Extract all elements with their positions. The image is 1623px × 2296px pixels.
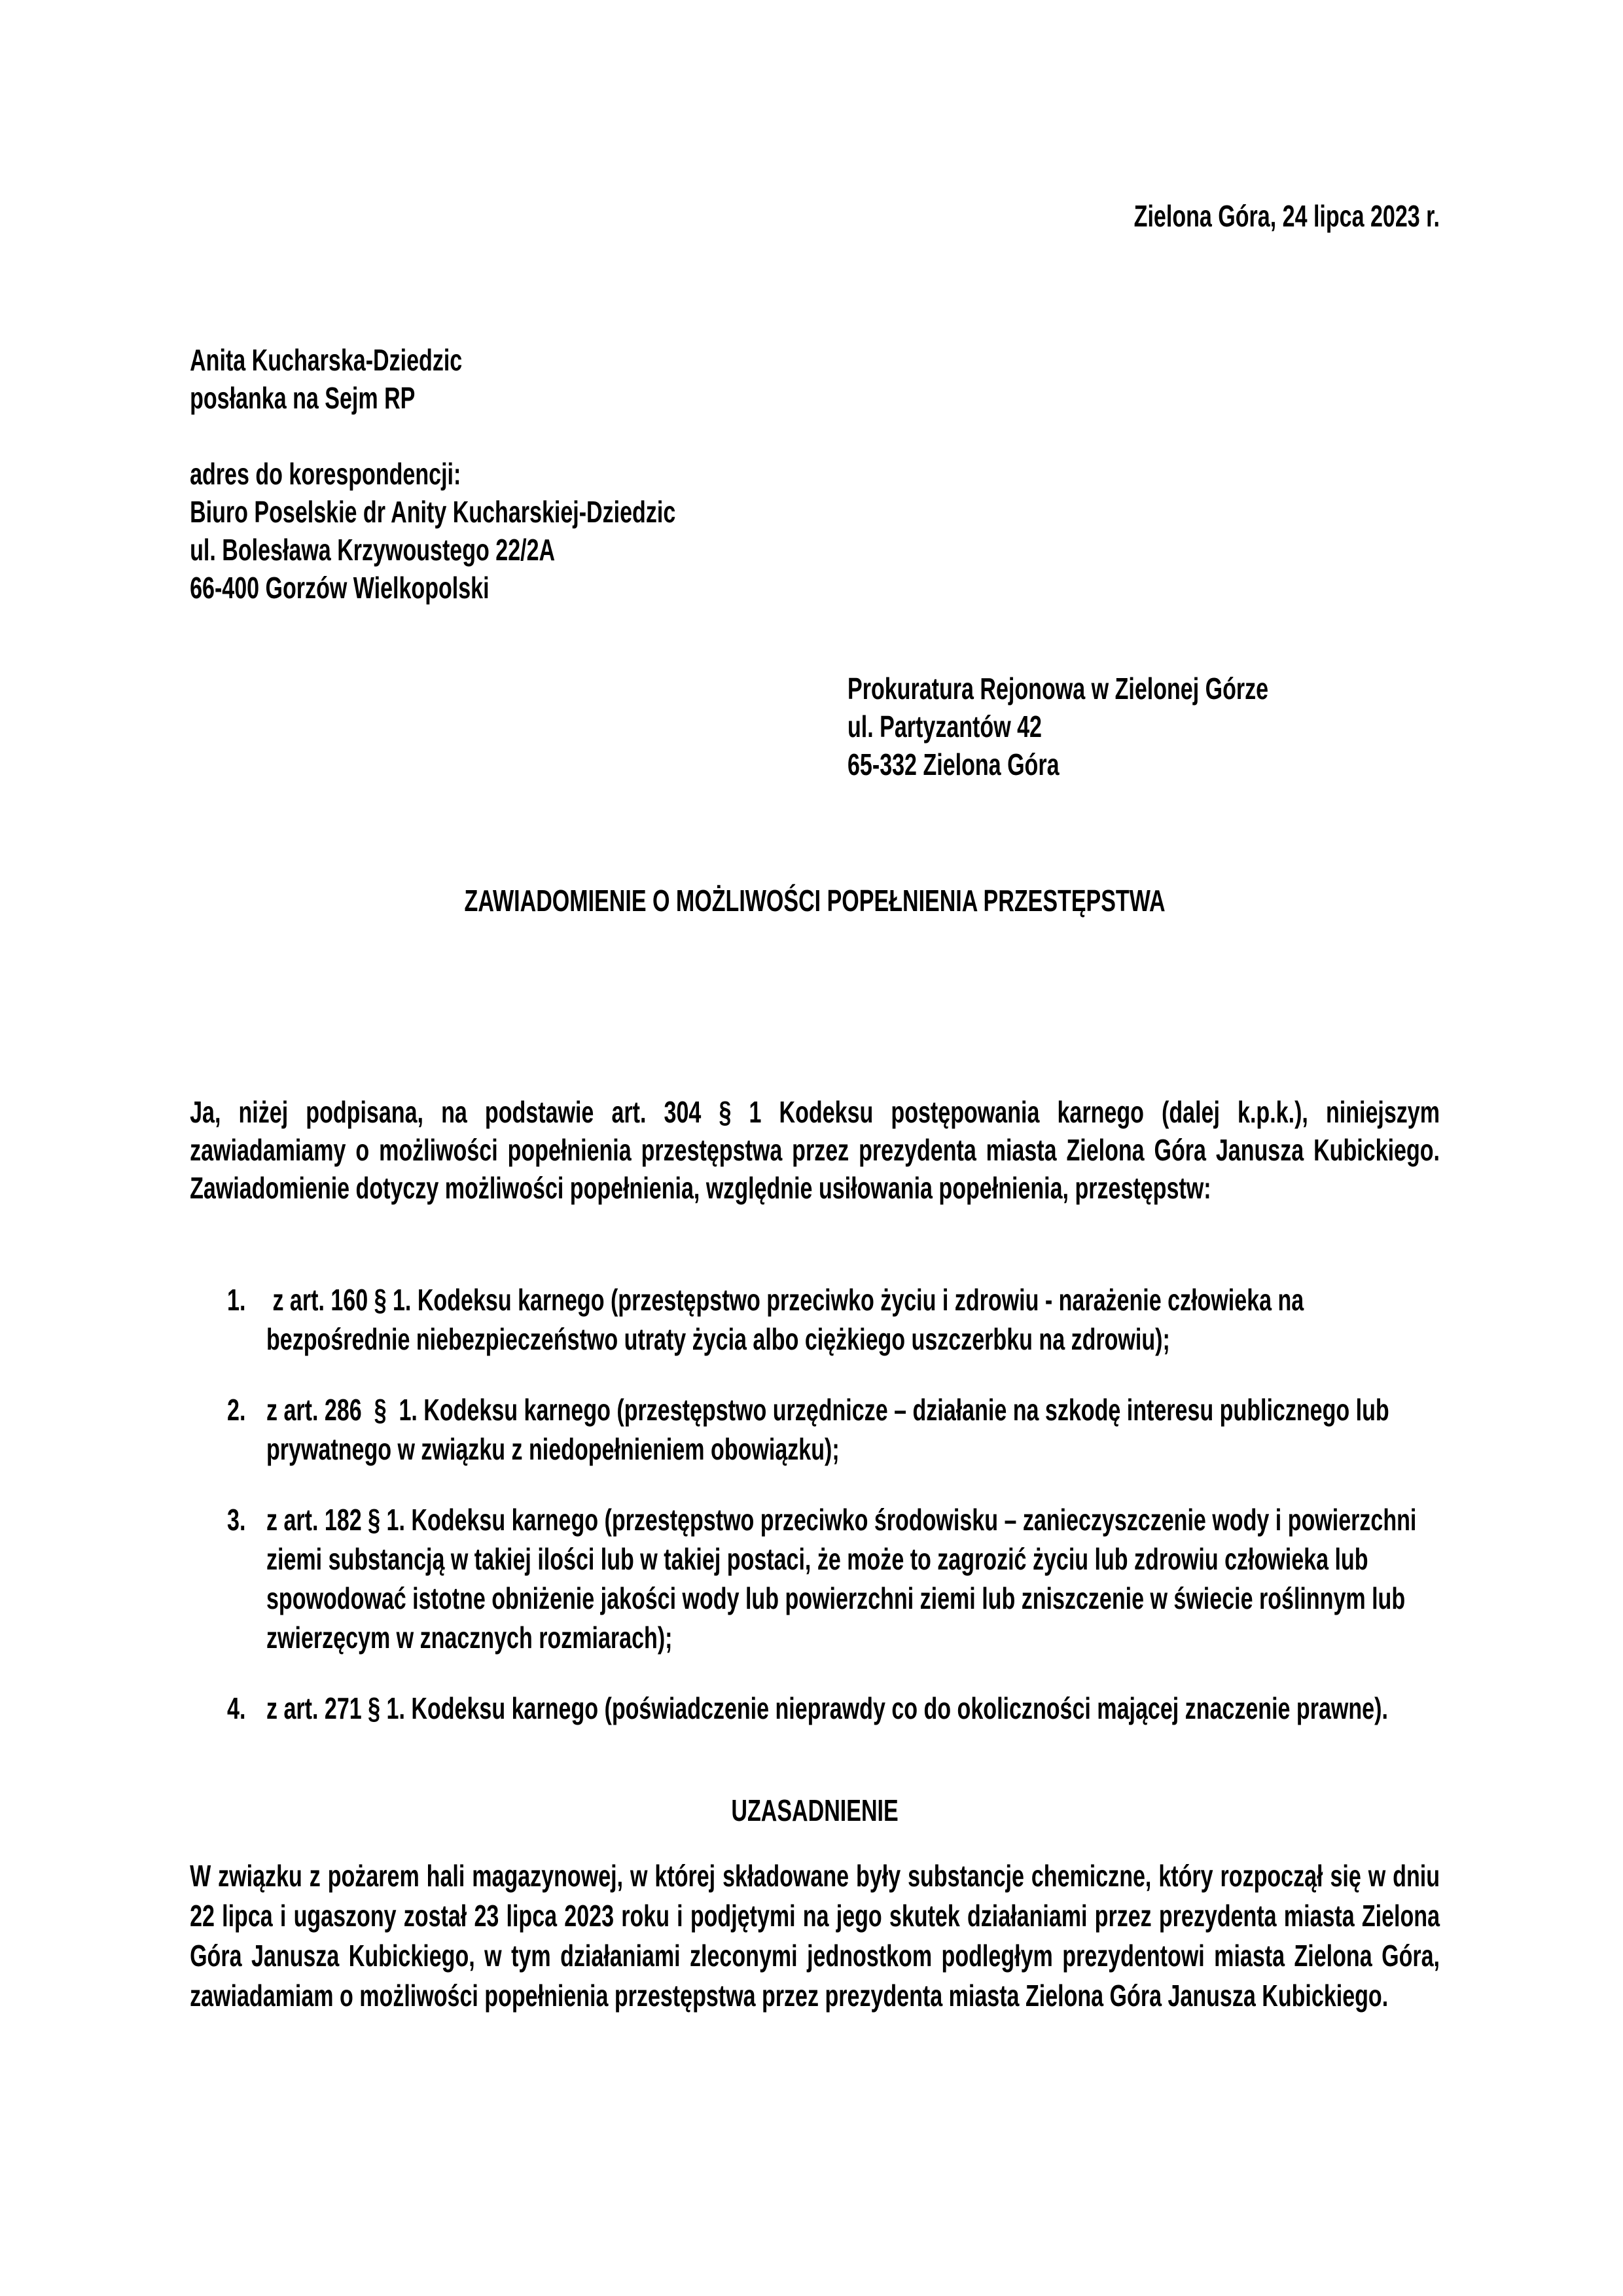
section-heading: UZASADNIENIE (731, 1793, 899, 1827)
offense-number: 3. (227, 1503, 246, 1537)
offense-text: z art. 286 § 1. Kodeksu karnego (przestępstwo urzędnicze – działanie na szkodę interesu publicznego lub prywatnego w związku z niedopełnieniem obowiązku); (266, 1393, 1396, 1466)
body-paragraph: W związku z pożarem hali magazynowej, w której składowane były substancje chemiczne, który rozpoczął się w dniu 22 lipca i ugaszony został 23 lipca 2023 roku i podjętymi na jego skutek działaniami przez prezydenta miasta Zielona Góra Janusza Kubickiego, w tym działaniami zleconymi jednostkom podległym prezydentowi miasta Zielona Góra, zawiadamiam o możliwości popełnienia przestępstwa przez prezydenta miasta Zielona Góra Janusza Kubickiego. (190, 1859, 1440, 2013)
offense-text: z art. 182 § 1. Kodeksu karnego (przestępstwo przeciwko środowisku – zanieczyszczenie wody i powierzchni ziemi substancją w takiej ilości lub w takiej postaci, że może to zagrozić życiu lub zdrowiu człowieka lub spowodować istotne obniżenie jakości wody lub powierzchni ziemi lub zniszczenie w świecie roślinnym lub zwierzęcym w znacznych rozmiarach); (266, 1503, 1423, 1655)
recipient-line: ul. Partyzantów 42 (847, 709, 1042, 744)
offense-number: 4. (227, 1691, 246, 1725)
offense-number: 1. (227, 1283, 246, 1317)
recipient-line: 65-332 Zielona Góra (847, 747, 1060, 781)
sender-name: Anita Kucharska-Dziedzic (190, 343, 463, 377)
sender-role: posłanka na Sejm RP (190, 381, 416, 415)
offense-item (227, 1280, 1440, 1359)
sender-address-label: adres do korespondencji: (190, 457, 461, 491)
document-title: ZAWIADOMIENIE O MOŻLIWOŚCI POPEŁNIENIA PRZESTĘPSTWA (464, 884, 1166, 918)
offense-item (227, 1390, 1440, 1469)
sender-address-line: 66-400 Gorzów Wielkopolski (190, 571, 490, 605)
offense-item (227, 1689, 1440, 1728)
sender-address-line: ul. Bolesława Krzywoustego 22/2A (190, 533, 556, 567)
sender-block (190, 341, 1042, 607)
sender-address-line: Biuro Poselskie dr Anity Kucharskiej-Dziedzic (190, 495, 676, 529)
intro-paragraph: Ja, niżej podpisana, na podstawie art. 304 § 1 Kodeksu postępowania karnego (dalej k.p.k.), niniejszym zawiadamiamy o możliwości popełnienia przestępstwa przez prezydenta miasta Zielona Góra Janusza Kubickiego. Zawiadomienie dotyczy możliwości popełnienia, względnie usiłowania popełnienia, przestępstw: (190, 1095, 1440, 1205)
offense-item (227, 1500, 1440, 1657)
offense-list (227, 1280, 1440, 1759)
offense-text: z art. 160 § 1. Kodeksu karnego (przestępstwo przeciwko życiu i zdrowiu - narażenie człowieka na bezpośrednie niebezpieczeństwo utraty życia albo ciężkiego uszczerbku na zdrowiu); (266, 1283, 1310, 1356)
offense-text: z art. 271 § 1. Kodeksu karnego (poświadczenie nieprawdy co do okoliczności mającej znaczenie prawne). (266, 1691, 1388, 1725)
recipient-line: Prokuratura Rejonowa w Zielonej Górze (847, 672, 1269, 706)
offense-number: 2. (227, 1393, 246, 1427)
recipient-block (847, 670, 1440, 783)
date-line: Zielona Góra, 24 lipca 2023 r. (1133, 199, 1440, 233)
spacer (190, 417, 1042, 455)
